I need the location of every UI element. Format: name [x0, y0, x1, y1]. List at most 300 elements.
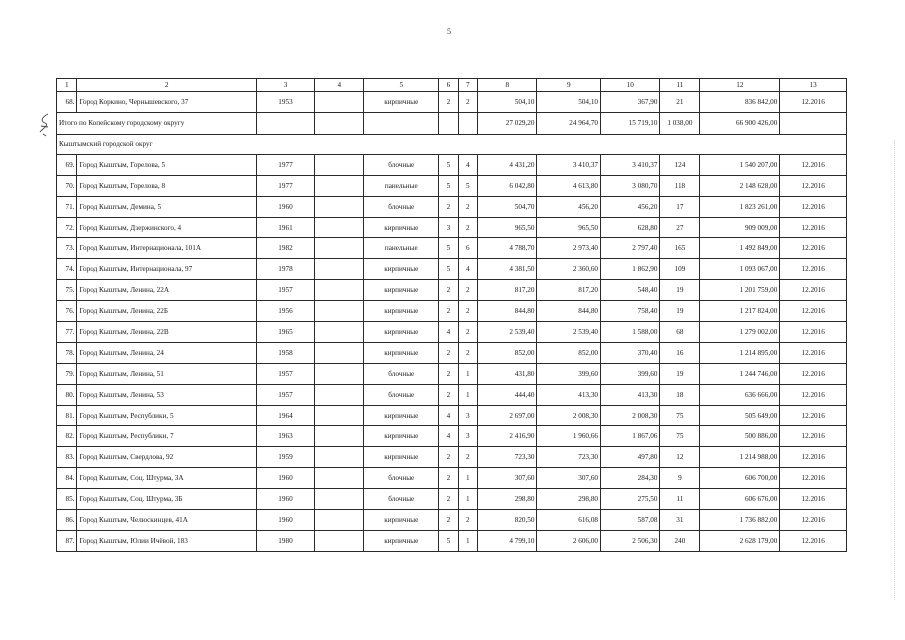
entrances-cell: 6 — [458, 238, 477, 259]
residential-area-cell: 3 080,70 — [601, 175, 660, 196]
deadline-cell: 12.2016 — [780, 175, 847, 196]
residential-area-cell: 497,80 — [601, 447, 660, 468]
table-row — [57, 342, 847, 363]
column-number-12: 12 — [700, 79, 780, 92]
entrances-cell: 2 — [458, 447, 477, 468]
total-area-cell: 444,40 — [478, 384, 537, 405]
row-number: 77. — [57, 322, 77, 343]
total-area-cell: 504,10 — [478, 92, 537, 113]
residents-cell: 27 — [660, 217, 700, 238]
residents-cell: 19 — [660, 301, 700, 322]
residents-cell: 31 — [660, 510, 700, 531]
entrances-cell: 3 — [458, 405, 477, 426]
table-row — [57, 510, 847, 531]
deadline-cell: 12.2016 — [780, 259, 847, 280]
living-area-cell: 2 973,40 — [537, 238, 601, 259]
row-number: 81. — [57, 405, 77, 426]
cost-cell: 606 676,00 — [700, 489, 780, 510]
table-row — [57, 301, 847, 322]
year-cell: 1980 — [256, 530, 314, 551]
total-area-cell: 431,80 — [478, 363, 537, 384]
deadline-cell: 12.2016 — [780, 447, 847, 468]
empty-cell — [315, 175, 364, 196]
living-area-cell: 616,08 — [537, 510, 601, 531]
table-row — [57, 238, 847, 259]
floors-cell: 4 — [439, 322, 458, 343]
entrances-cell: 4 — [458, 154, 477, 175]
empty-cell — [315, 196, 364, 217]
residential-area-cell: 413,30 — [601, 384, 660, 405]
cost-cell: 1 279 002,00 — [700, 322, 780, 343]
year-cell: 1959 — [256, 447, 314, 468]
residential-area-cell: 2 506,30 — [601, 530, 660, 551]
row-number: 70. — [57, 175, 77, 196]
row-number: 87. — [57, 530, 77, 551]
material-cell: кирпичные — [364, 342, 439, 363]
material-cell: кирпичные — [364, 447, 439, 468]
table-row — [57, 196, 847, 217]
material-cell: кирпичные — [364, 510, 439, 531]
cost-cell: 1 736 882,00 — [700, 510, 780, 531]
cost-cell: 1 217 824,00 — [700, 301, 780, 322]
subtotal-residential-area: 15 719,10 — [601, 112, 660, 134]
deadline-cell: 12.2016 — [780, 196, 847, 217]
row-number: 84. — [57, 468, 77, 489]
deadline-cell: 12.2016 — [780, 342, 847, 363]
year-cell: 1963 — [256, 426, 314, 447]
row-number: 82. — [57, 426, 77, 447]
table-row — [57, 447, 847, 468]
material-cell: блочные — [364, 489, 439, 510]
column-number-8: 8 — [478, 79, 537, 92]
cost-cell: 1 214 895,00 — [700, 342, 780, 363]
total-area-cell: 844,80 — [478, 301, 537, 322]
row-number: 86. — [57, 510, 77, 531]
deadline-cell: 12.2016 — [780, 217, 847, 238]
residents-cell: 68 — [660, 322, 700, 343]
residential-area-cell: 587,08 — [601, 510, 660, 531]
floors-cell: 2 — [439, 510, 458, 531]
table-row — [57, 154, 847, 175]
living-area-cell: 4 613,80 — [537, 175, 601, 196]
year-cell: 1960 — [256, 196, 314, 217]
cost-cell: 1 244 746,00 — [700, 363, 780, 384]
residential-area-cell: 1 588,00 — [601, 322, 660, 343]
address-cell: Город Коркино, Чернышевского, 37 — [77, 92, 256, 113]
total-area-cell: 307,60 — [478, 468, 537, 489]
year-cell: 1960 — [256, 489, 314, 510]
address-cell: Город Кыштым, Свердлова, 92 — [77, 447, 256, 468]
floors-cell: 4 — [439, 426, 458, 447]
empty-cell — [315, 510, 364, 531]
column-number-1: 1 — [57, 79, 77, 92]
residents-cell: 17 — [660, 196, 700, 217]
subtotal-living-area: 24 964,70 — [537, 112, 601, 134]
row-number: 78. — [57, 342, 77, 363]
floors-cell: 5 — [439, 238, 458, 259]
deadline-cell: 12.2016 — [780, 92, 847, 113]
material-cell: кирпичные — [364, 530, 439, 551]
year-cell: 1957 — [256, 280, 314, 301]
cost-cell: 1 492 849,00 — [700, 238, 780, 259]
floors-cell: 2 — [439, 92, 458, 113]
residential-area-cell: 2 008,30 — [601, 405, 660, 426]
total-area-cell: 965,50 — [478, 217, 537, 238]
address-cell: Город Кыштым, Ленина, 22А — [77, 280, 256, 301]
empty-cell — [315, 468, 364, 489]
row-number: 73. — [57, 238, 77, 259]
residential-area-cell: 758,40 — [601, 301, 660, 322]
empty-cell — [315, 530, 364, 551]
year-cell: 1956 — [256, 301, 314, 322]
residential-area-cell: 628,80 — [601, 217, 660, 238]
deadline-cell: 12.2016 — [780, 468, 847, 489]
empty-cell — [315, 322, 364, 343]
address-cell: Город Кыштым, Соц. Штурма, 3А — [77, 468, 256, 489]
column-number-4: 4 — [315, 79, 364, 92]
empty-cell — [315, 405, 364, 426]
material-cell: кирпичные — [364, 280, 439, 301]
deadline-cell: 12.2016 — [780, 280, 847, 301]
row-number: 85. — [57, 489, 77, 510]
empty-cell — [780, 112, 847, 134]
cost-cell: 836 842,00 — [700, 92, 780, 113]
floors-cell: 2 — [439, 447, 458, 468]
entrances-cell: 4 — [458, 259, 477, 280]
entrances-cell: 2 — [458, 92, 477, 113]
subtotal-label: Итого по Копейскому городскому округу — [57, 112, 257, 134]
entrances-cell: 1 — [458, 384, 477, 405]
entrances-cell: 1 — [458, 468, 477, 489]
residential-area-cell: 284,30 — [601, 468, 660, 489]
residents-cell: 16 — [660, 342, 700, 363]
residents-cell: 75 — [660, 405, 700, 426]
row-number: 71. — [57, 196, 77, 217]
residential-area-cell: 2 797,40 — [601, 238, 660, 259]
material-cell: кирпичные — [364, 259, 439, 280]
table-row — [57, 92, 847, 113]
floors-cell: 2 — [439, 384, 458, 405]
floors-cell: 2 — [439, 489, 458, 510]
living-area-cell: 399,60 — [537, 363, 601, 384]
deadline-cell: 12.2016 — [780, 530, 847, 551]
residential-area-cell: 367,90 — [601, 92, 660, 113]
year-cell: 1960 — [256, 510, 314, 531]
material-cell: кирпичные — [364, 322, 439, 343]
total-area-cell: 4 788,70 — [478, 238, 537, 259]
table-row — [57, 175, 847, 196]
column-number-7: 7 — [458, 79, 477, 92]
entrances-cell: 2 — [458, 510, 477, 531]
table-row — [57, 217, 847, 238]
total-area-cell: 2 416,90 — [478, 426, 537, 447]
column-number-3: 3 — [256, 79, 314, 92]
residents-cell: 12 — [660, 447, 700, 468]
column-number-2: 2 — [77, 79, 256, 92]
table-row — [57, 280, 847, 301]
living-area-cell: 2 360,60 — [537, 259, 601, 280]
residential-area-cell: 275,50 — [601, 489, 660, 510]
table-row — [57, 489, 847, 510]
subtotal-total-area: 27 029,20 — [478, 112, 537, 134]
column-number-13: 13 — [780, 79, 847, 92]
cost-cell: 1 540 207,00 — [700, 154, 780, 175]
entrances-cell: 1 — [458, 489, 477, 510]
residents-cell: 109 — [660, 259, 700, 280]
material-cell: кирпичные — [364, 301, 439, 322]
empty-cell — [315, 426, 364, 447]
deadline-cell: 12.2016 — [780, 363, 847, 384]
floors-cell: 5 — [439, 154, 458, 175]
empty-cell — [315, 342, 364, 363]
empty-cell — [315, 489, 364, 510]
residents-cell: 124 — [660, 154, 700, 175]
total-area-cell: 504,70 — [478, 196, 537, 217]
year-cell: 1961 — [256, 217, 314, 238]
material-cell: блочные — [364, 196, 439, 217]
housing-registry-table — [56, 78, 847, 552]
address-cell: Город Кыштым, Ленина, 22Б — [77, 301, 256, 322]
subtotal-row — [57, 112, 847, 134]
row-number: 68. — [57, 92, 77, 113]
empty-cell — [315, 384, 364, 405]
year-cell: 1957 — [256, 384, 314, 405]
cost-cell: 500 886,00 — [700, 426, 780, 447]
material-cell: кирпичные — [364, 405, 439, 426]
empty-cell — [315, 447, 364, 468]
table-row — [57, 363, 847, 384]
living-area-cell: 965,50 — [537, 217, 601, 238]
address-cell: Город Кыштым, Интернационала, 101А — [77, 238, 256, 259]
residential-area-cell: 399,60 — [601, 363, 660, 384]
column-number-5: 5 — [364, 79, 439, 92]
entrances-cell: 1 — [458, 363, 477, 384]
empty-cell — [315, 280, 364, 301]
living-area-cell: 2 539,40 — [537, 322, 601, 343]
deadline-cell: 12.2016 — [780, 384, 847, 405]
year-cell: 1977 — [256, 175, 314, 196]
living-area-cell: 298,80 — [537, 489, 601, 510]
subtotal-cost: 66 900 426,00 — [700, 112, 780, 134]
year-cell: 1960 — [256, 468, 314, 489]
residential-area-cell: 1 862,90 — [601, 259, 660, 280]
total-area-cell: 4 799,10 — [478, 530, 537, 551]
floors-cell: 5 — [439, 530, 458, 551]
deadline-cell: 12.2016 — [780, 154, 847, 175]
material-cell: кирпичные — [364, 92, 439, 113]
material-cell: блочные — [364, 468, 439, 489]
cost-cell: 636 666,00 — [700, 384, 780, 405]
entrances-cell: 1 — [458, 530, 477, 551]
living-area-cell: 2 008,30 — [537, 405, 601, 426]
floors-cell: 3 — [439, 217, 458, 238]
year-cell: 1953 — [256, 92, 314, 113]
deadline-cell: 12.2016 — [780, 405, 847, 426]
address-cell: Город Кыштым, Интернационала, 97 — [77, 259, 256, 280]
floors-cell: 5 — [439, 175, 458, 196]
entrances-cell: 2 — [458, 280, 477, 301]
column-number-11: 11 — [660, 79, 700, 92]
total-area-cell: 2 539,40 — [478, 322, 537, 343]
living-area-cell: 2 606,00 — [537, 530, 601, 551]
address-cell: Город Кыштым, Горелова, 8 — [77, 175, 256, 196]
deadline-cell: 12.2016 — [780, 489, 847, 510]
address-cell: Город Кыштым, Республики, 5 — [77, 405, 256, 426]
empty-cell — [315, 363, 364, 384]
entrances-cell: 2 — [458, 342, 477, 363]
living-area-cell: 852,00 — [537, 342, 601, 363]
living-area-cell: 413,30 — [537, 384, 601, 405]
residential-area-cell: 370,40 — [601, 342, 660, 363]
address-cell: Город Кыштым, Демина, 5 — [77, 196, 256, 217]
residents-cell: 118 — [660, 175, 700, 196]
living-area-cell: 723,30 — [537, 447, 601, 468]
empty-cell — [315, 301, 364, 322]
empty-cell — [315, 238, 364, 259]
total-area-cell: 4 381,50 — [478, 259, 537, 280]
address-cell: Город Кыштым, Ленина, 22В — [77, 322, 256, 343]
address-cell: Город Кыштым, Соц. Штурма, 3Б — [77, 489, 256, 510]
address-cell: Город Кыштым, Ленина, 53 — [77, 384, 256, 405]
cost-cell: 505 649,00 — [700, 405, 780, 426]
year-cell: 1965 — [256, 322, 314, 343]
cost-cell: 1 214 988,00 — [700, 447, 780, 468]
floors-cell: 2 — [439, 468, 458, 489]
table-row — [57, 384, 847, 405]
deadline-cell: 12.2016 — [780, 301, 847, 322]
deadline-cell: 12.2016 — [780, 322, 847, 343]
residents-cell: 19 — [660, 363, 700, 384]
address-cell: Город Кыштым, Ленина, 51 — [77, 363, 256, 384]
row-number: 83. — [57, 447, 77, 468]
row-number: 69. — [57, 154, 77, 175]
residents-cell: 240 — [660, 530, 700, 551]
cost-cell: 1 823 261,00 — [700, 196, 780, 217]
handwritten-margin-mark-icon — [36, 112, 54, 138]
cost-cell: 2 628 179,00 — [700, 530, 780, 551]
section-heading: Кыштымский городской округ — [57, 134, 847, 154]
address-cell: Город Кыштым, Горелова, 5 — [77, 154, 256, 175]
year-cell: 1977 — [256, 154, 314, 175]
residential-area-cell: 548,40 — [601, 280, 660, 301]
empty-cell — [315, 217, 364, 238]
year-cell: 1964 — [256, 405, 314, 426]
subtotal-residents: 1 038,00 — [660, 112, 700, 134]
living-area-cell: 307,60 — [537, 468, 601, 489]
row-number: 72. — [57, 217, 77, 238]
cost-cell: 2 148 628,00 — [700, 175, 780, 196]
column-number-9: 9 — [537, 79, 601, 92]
table-row — [57, 322, 847, 343]
material-cell: панельные — [364, 175, 439, 196]
material-cell: кирпичные — [364, 426, 439, 447]
row-number: 75. — [57, 280, 77, 301]
residents-cell: 9 — [660, 468, 700, 489]
address-cell: Город Кыштым, Республики, 7 — [77, 426, 256, 447]
year-cell: 1957 — [256, 363, 314, 384]
cost-cell: 909 009,00 — [700, 217, 780, 238]
total-area-cell: 820,50 — [478, 510, 537, 531]
empty-cell — [364, 112, 439, 134]
floors-cell: 2 — [439, 342, 458, 363]
total-area-cell: 2 697,00 — [478, 405, 537, 426]
empty-cell — [458, 112, 477, 134]
section-heading-row — [57, 134, 847, 154]
total-area-cell: 723,30 — [478, 447, 537, 468]
empty-cell — [256, 112, 314, 134]
entrances-cell: 2 — [458, 217, 477, 238]
empty-cell — [315, 259, 364, 280]
floors-cell: 2 — [439, 280, 458, 301]
column-number-row — [57, 79, 847, 92]
column-number-6: 6 — [439, 79, 458, 92]
deadline-cell: 12.2016 — [780, 238, 847, 259]
address-cell: Город Кыштым, Ленина, 24 — [77, 342, 256, 363]
table-body — [57, 79, 847, 552]
row-number: 80. — [57, 384, 77, 405]
empty-cell — [439, 112, 458, 134]
living-area-cell: 504,10 — [537, 92, 601, 113]
living-area-cell: 844,80 — [537, 301, 601, 322]
living-area-cell: 3 410,37 — [537, 154, 601, 175]
year-cell: 1982 — [256, 238, 314, 259]
entrances-cell: 2 — [458, 322, 477, 343]
address-cell: Город Кыштым, Дзержинского, 4 — [77, 217, 256, 238]
residential-area-cell: 1 867,06 — [601, 426, 660, 447]
address-cell: Город Кыштым, Юлии Ичёвой, 183 — [77, 530, 256, 551]
entrances-cell: 3 — [458, 426, 477, 447]
cost-cell: 1 201 759,00 — [700, 280, 780, 301]
table-row — [57, 426, 847, 447]
total-area-cell: 4 431,20 — [478, 154, 537, 175]
floors-cell: 2 — [439, 363, 458, 384]
living-area-cell: 817,20 — [537, 280, 601, 301]
cost-cell: 606 700,00 — [700, 468, 780, 489]
table-row — [57, 259, 847, 280]
year-cell: 1958 — [256, 342, 314, 363]
total-area-cell: 817,20 — [478, 280, 537, 301]
floors-cell: 4 — [439, 405, 458, 426]
address-cell: Город Кыштым, Челюскинцев, 41А — [77, 510, 256, 531]
residential-area-cell: 3 410,37 — [601, 154, 660, 175]
empty-cell — [315, 112, 364, 134]
living-area-cell: 1 960,66 — [537, 426, 601, 447]
row-number: 79. — [57, 363, 77, 384]
residents-cell: 11 — [660, 489, 700, 510]
total-area-cell: 852,00 — [478, 342, 537, 363]
material-cell: блочные — [364, 154, 439, 175]
residents-cell: 165 — [660, 238, 700, 259]
cost-cell: 1 093 067,00 — [700, 259, 780, 280]
residents-cell: 19 — [660, 280, 700, 301]
material-cell: кирпичные — [364, 217, 439, 238]
entrances-cell: 2 — [458, 301, 477, 322]
row-number: 76. — [57, 301, 77, 322]
entrances-cell: 5 — [458, 175, 477, 196]
column-number-10: 10 — [601, 79, 660, 92]
residents-cell: 21 — [660, 92, 700, 113]
entrances-cell: 2 — [458, 196, 477, 217]
page-number: 5 — [447, 27, 451, 36]
scan-edge-noise — [894, 140, 901, 600]
total-area-cell: 298,80 — [478, 489, 537, 510]
empty-cell — [315, 154, 364, 175]
table-row — [57, 468, 847, 489]
floors-cell: 5 — [439, 259, 458, 280]
deadline-cell: 12.2016 — [780, 426, 847, 447]
deadline-cell: 12.2016 — [780, 510, 847, 531]
residents-cell: 18 — [660, 384, 700, 405]
